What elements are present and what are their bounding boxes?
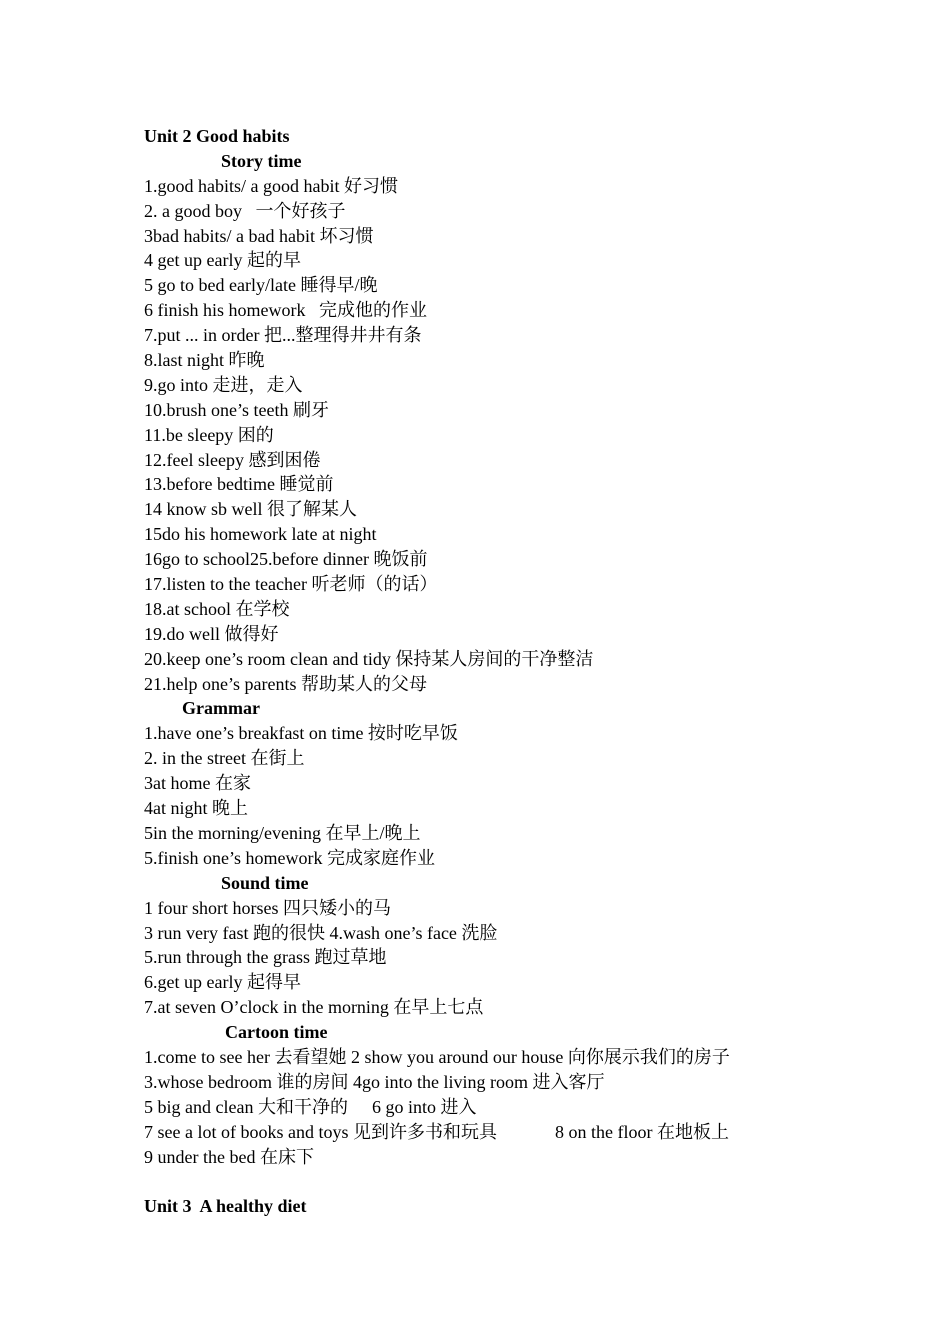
cartoon-line: 1.come to see her 去看望她 2 show you around our house 向你展示我们的房子 <box>144 1046 730 1067</box>
story-line: 9.go into 走进，走入 <box>144 374 303 395</box>
story-time-heading: Story time <box>221 150 302 171</box>
grammar-line: 1.have one’s breakfast on time 按时吃早饭 <box>144 723 458 744</box>
sound-line: 6.get up early 起得早 <box>144 972 301 993</box>
document-page <box>144 124 904 1219</box>
story-line: 11.be sleepy 困的 <box>144 424 274 445</box>
story-line: 7.put ... in order 把...整理得井井有条 <box>144 325 422 346</box>
sound-line: 3 run very fast 跑的很快 4.wash one’s face 洗脸 <box>144 922 498 943</box>
story-line: 1.good habits/ a good habit 好习惯 <box>144 175 398 196</box>
story-line: 14 know sb well 很了解某人 <box>144 499 357 520</box>
cartoon-item-5: 5 big and clean 大和干净的 <box>144 1096 348 1117</box>
story-line: 20.keep one’s room clean and tidy 保持某人房间的干净整洁 <box>144 648 594 669</box>
story-line: 10.brush one’s teeth 刷牙 <box>144 399 329 420</box>
unit3-title: Unit 3 A healthy diet <box>144 1196 307 1217</box>
sound-time-heading: Sound time <box>221 872 309 893</box>
story-line: 4 get up early 起的早 <box>144 250 301 271</box>
story-line: 18.at school 在学校 <box>144 598 290 619</box>
grammar-line: 4at night 晚上 <box>144 798 248 819</box>
grammar-line: 5.finish one’s homework 完成家庭作业 <box>144 847 435 868</box>
cartoon-item-6: 6 go into 进入 <box>371 1096 477 1117</box>
story-line: 2. a good boy 一个好孩子 <box>144 200 346 221</box>
story-line: 8.last night 昨晚 <box>144 350 265 371</box>
story-line: 19.do well 做得好 <box>144 623 279 644</box>
story-line: 17.listen to the teacher 听老师（的话） <box>144 574 438 595</box>
sound-line: 1 four short horses 四只矮小的马 <box>144 897 391 918</box>
story-line: 21.help one’s parents 帮助某人的父母 <box>144 673 427 694</box>
cartoon-line: 3.whose bedroom 谁的房间 4go into the living room 进入客厅 <box>144 1071 605 1092</box>
grammar-line: 5in the morning/evening 在早上/晚上 <box>144 822 421 843</box>
cartoon-line <box>144 1120 904 1145</box>
blank-line <box>144 1169 904 1194</box>
story-line: 5 go to bed early/late 睡得早/晚 <box>144 275 378 296</box>
story-line: 13.before bedtime 睡觉前 <box>144 474 334 495</box>
unit2-title: Unit 2 Good habits <box>144 126 290 146</box>
story-line: 12.feel sleepy 感到困倦 <box>144 449 321 470</box>
cartoon-line: 9 under the bed 在床下 <box>144 1146 314 1167</box>
cartoon-line <box>144 1095 904 1120</box>
cartoon-time-heading: Cartoon time <box>225 1022 328 1043</box>
cartoon-item-8: 8 on the floor 在地板上 <box>554 1121 729 1142</box>
sound-line: 5.run through the grass 跑过草地 <box>144 947 387 968</box>
story-line: 6 finish his homework 完成他的作业 <box>144 300 427 321</box>
story-line: 15do his homework late at night <box>144 524 377 545</box>
story-line: 16go to school25.before dinner 晚饭前 <box>144 549 428 570</box>
grammar-heading: Grammar <box>182 698 260 719</box>
grammar-line: 3at home 在家 <box>144 773 251 794</box>
cartoon-item-7: 7 see a lot of books and toys 见到许多书和玩具 <box>144 1121 497 1142</box>
grammar-line: 2. in the street 在街上 <box>144 748 305 769</box>
story-line: 3bad habits/ a bad habit 坏习惯 <box>144 225 374 246</box>
sound-line: 7.at seven O’clock in the morning 在早上七点 <box>144 997 484 1018</box>
